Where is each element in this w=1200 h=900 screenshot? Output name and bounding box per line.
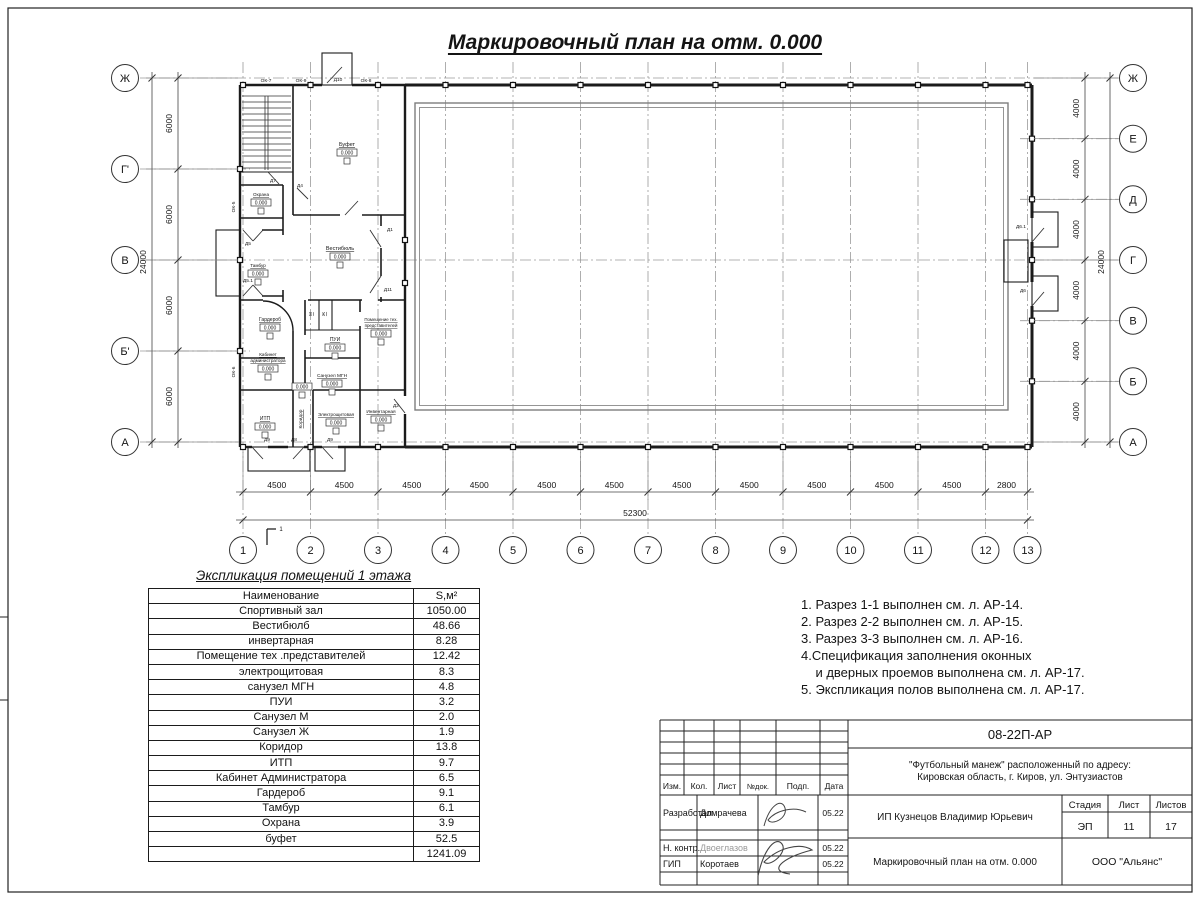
note-line: и дверных проемов выполнена см. л. АР-17. (801, 664, 1085, 680)
column-mark (241, 445, 246, 450)
table-cell: Санузел Ж (149, 725, 414, 740)
table-cell: 2.0 (414, 710, 480, 725)
door-tag: Д5 (245, 242, 251, 247)
plan-title: Маркировочный план на отм. 0.000 (447, 31, 823, 54)
note-line: 2. Разрез 2-2 выполнен см. л. АР-15. (801, 613, 1024, 629)
column-mark (916, 83, 921, 88)
table-cell: буфет (149, 832, 414, 847)
section-mark-label: 1 (279, 527, 283, 533)
dim-label: 24000 (138, 250, 148, 274)
tb-drawing-title: Маркировочный план на отм. 0.000 (873, 857, 1037, 868)
column-mark (1030, 258, 1035, 263)
grid-bubble-label: А (1129, 437, 1137, 449)
table-cell: 3.9 (414, 816, 480, 831)
table-cell: 48.66 (414, 619, 480, 634)
table-header-row (149, 589, 480, 604)
table-cell: электрощитовая (149, 664, 414, 679)
column-mark (1030, 379, 1035, 384)
dim-label: 4500 (267, 480, 287, 490)
room-label: Помещение тех. (364, 317, 398, 322)
column-mark (848, 445, 853, 450)
room-label: Охрана (252, 192, 270, 197)
table-cell: Коридор (149, 740, 414, 755)
elevation-label: 0.000 (333, 254, 347, 261)
note-line: 4.Спецификация заполнения оконных (801, 647, 1032, 663)
table-cell: Охрана (149, 816, 414, 831)
tb-stage-value: ЭП (1077, 821, 1093, 833)
dim-label: 4500 (672, 480, 692, 490)
table-cell: Вестибюлб (149, 619, 414, 634)
table-row (149, 695, 480, 710)
door-tag: Д4 (297, 184, 303, 189)
note-line: 1. Разрез 1-1 выполнен см. л. АР-14. (801, 597, 1024, 612)
room-schedule-title: Экспликация помещений 1 этажа (196, 568, 412, 583)
floor-type-mark (255, 279, 261, 285)
grid-bubble-label: Г' (120, 164, 130, 176)
grid-bubble-label: Г (1130, 255, 1136, 267)
tb-date: 05.22 (822, 808, 844, 818)
table-cell: Тамбур (149, 801, 414, 816)
door-tag: Д10 (333, 78, 343, 83)
tb-stage-label: Стадия (1068, 800, 1102, 811)
table-cell: 6.1 (414, 801, 480, 816)
grid-bubble-label: Ж (1127, 73, 1139, 85)
grid-bubble-label: Б (1129, 376, 1137, 389)
door-tag: ОК-8 (360, 79, 372, 84)
elevation-label: 0.000 (254, 200, 268, 207)
door-tag: Д6.1 (1016, 225, 1026, 230)
column-mark (403, 281, 408, 286)
table-cell: 3.2 (414, 695, 480, 710)
column-mark (781, 83, 786, 88)
dim-label: 4500 (874, 480, 894, 490)
table-cell: 8.28 (414, 634, 480, 649)
elevation-label: 0.000 (251, 271, 265, 278)
grid-bubble-label: Е (1129, 133, 1137, 146)
elevation-label: 0.000 (328, 345, 342, 352)
tb-col-kol: Кол. (690, 781, 708, 791)
tb-date: 05.22 (822, 843, 844, 853)
tb-project-line2: Кировская область, г. Киров, ул. Энтузиастов (917, 772, 1123, 783)
dim-label: 4500 (334, 480, 354, 490)
column-mark (983, 445, 988, 450)
dim-label: 4500 (942, 480, 962, 490)
door-tag: ОК-9 (295, 79, 307, 84)
tb-col-list: Лист (717, 781, 737, 791)
dim-label: 2800 (997, 480, 1016, 490)
tb-role: Разработал (663, 808, 712, 818)
room-label: ПУИ (329, 337, 341, 343)
table-cell: 6.5 (414, 771, 480, 786)
door-leaf (322, 447, 333, 459)
room-label: Тамбур (250, 263, 266, 268)
table-cell: Спортивный зал (149, 604, 414, 619)
column-mark (1025, 445, 1030, 450)
grid-bubble-label: 11 (912, 545, 924, 557)
door-leaf (252, 447, 263, 459)
floor-type-mark (378, 339, 384, 345)
column-mark (238, 258, 243, 263)
column-mark (238, 167, 243, 172)
porch-outline (1032, 212, 1058, 247)
column-mark (511, 83, 516, 88)
room-label: М (308, 312, 313, 316)
table-row (149, 664, 480, 679)
table-row (149, 710, 480, 725)
table-cell: 1.9 (414, 725, 480, 740)
table-row (149, 771, 480, 786)
note-line: 3. Разрез 3-3 выполнен см. л. АР-16. (801, 630, 1024, 646)
table-row (149, 619, 480, 634)
grid-bubble-label: Д (1129, 194, 1137, 207)
column-mark (376, 83, 381, 88)
door-tag: Д7 (270, 179, 276, 184)
table-row (149, 786, 480, 801)
table-cell: ПУИ (149, 695, 414, 710)
dim-label: 4500 (537, 480, 557, 490)
grid-bubble-label: А (121, 437, 129, 449)
tb-doc-code: 08-22П-АР (987, 727, 1053, 742)
field-outline-inner (420, 108, 1004, 406)
grid-bubble-label: 10 (844, 545, 857, 557)
door-leaf (253, 230, 263, 241)
dim-label: 52300 (623, 508, 647, 518)
dim-label: 4500 (604, 480, 624, 490)
door-leaf (253, 285, 263, 296)
tb-sheet-value: 11 (1123, 821, 1135, 833)
room-label: представителей (364, 323, 398, 328)
table-cell: санузел МГН (149, 680, 414, 695)
elevation-label: 0.000 (374, 331, 388, 338)
column-mark (443, 445, 448, 450)
dim-label: 6000 (164, 205, 174, 224)
door-leaf (1032, 292, 1044, 306)
door-leaf (297, 188, 308, 199)
table-cell: инвертарная (149, 634, 414, 649)
notes-list (801, 597, 1085, 698)
column-mark (443, 83, 448, 88)
tb-name: Двоеглазов (700, 843, 748, 853)
floor-type-mark (267, 333, 273, 339)
signature (764, 803, 806, 826)
door-tag: Д5.1 (243, 279, 253, 284)
grid-bubble-label: 8 (712, 545, 719, 557)
elevation-label: 0.000 (340, 150, 354, 157)
column-mark (646, 83, 651, 88)
column-mark (241, 83, 246, 88)
floor-type-mark (337, 262, 343, 268)
door-leaf (243, 285, 253, 296)
table-cell: 13.8 (414, 740, 480, 755)
grid-bubble-label: 2 (307, 545, 314, 557)
table-cell: Помещение тех .представителей (149, 649, 414, 664)
column-mark (713, 445, 718, 450)
table-cell: Санузел М (149, 710, 414, 725)
table-cell: ИТП (149, 756, 414, 771)
room-schedule (148, 568, 479, 862)
table-row (149, 816, 480, 831)
dim-label: 4500 (807, 480, 827, 490)
tb-company: ООО "Альянс" (1091, 856, 1163, 868)
door-leaf (1032, 228, 1044, 242)
table-cell: 52.5 (414, 832, 480, 847)
table-cell: 12.42 (414, 649, 480, 664)
elevation-label: 0.000 (325, 381, 339, 388)
tb-sheet-label: Лист (1118, 800, 1140, 811)
grid-bubble-label: 4 (442, 545, 449, 557)
floor-type-mark (258, 208, 264, 214)
col-area-header: S,м² (414, 589, 480, 604)
room-label: Кабинет (259, 352, 277, 357)
column-mark (376, 445, 381, 450)
dim-label: 4000 (1071, 98, 1081, 118)
dim-label: 4000 (1071, 159, 1081, 179)
room-label: Электрощитовая (317, 412, 355, 417)
elevation-label: 0.000 (329, 420, 343, 427)
tb-name: Коротаев (700, 859, 739, 869)
dim-label: 24000 (1096, 250, 1106, 274)
door-leaf (370, 230, 381, 247)
table-row (149, 725, 480, 740)
table-row (149, 680, 480, 695)
dim-label: 4500 (739, 480, 759, 490)
porch-outline (315, 447, 345, 471)
door-tag: Д1 (387, 228, 393, 233)
floor-type-mark (378, 425, 384, 431)
table-row (149, 740, 480, 755)
elevation-label: 0.000 (295, 384, 309, 391)
room-label: Инвентарная (366, 410, 396, 415)
dim-label: 4000 (1071, 341, 1081, 361)
table-row (149, 634, 480, 649)
room-label: Коридор (299, 409, 304, 429)
door-tag: Д6 (1020, 289, 1026, 294)
table-row (149, 801, 480, 816)
floor-type-mark (299, 392, 305, 398)
table-row (149, 649, 480, 664)
table-row (149, 756, 480, 771)
column-mark (713, 83, 718, 88)
floor-type-mark (344, 158, 350, 164)
room-schedule-table (148, 588, 480, 862)
table-cell: 9.1 (414, 786, 480, 801)
column-mark (578, 83, 583, 88)
tb-col-izm: Изм. (662, 781, 682, 791)
door-leaf (243, 230, 253, 241)
column-mark (1030, 318, 1035, 323)
door-tag: Д11 (383, 288, 393, 293)
tb-col-data: Дата (824, 781, 844, 791)
column-mark (308, 83, 313, 88)
table-cell: Кабинет Администратора (149, 771, 414, 786)
elevation-label: 0.000 (374, 417, 388, 424)
grid-bubble-label: В (121, 255, 129, 267)
grid-bubble-label: 1 (239, 545, 247, 557)
tb-role: Н. контр. (663, 843, 701, 853)
door-tag: Д9 (327, 438, 333, 443)
table-cell: 9.7 (414, 756, 480, 771)
column-mark (578, 445, 583, 450)
grid-bubble-label: 5 (509, 545, 517, 557)
elevation-label: 0.000 (263, 325, 277, 332)
porch-outline (216, 230, 240, 296)
door-tag: ОК-7 (260, 79, 272, 84)
tb-name: Домрачева (700, 808, 747, 818)
room-label: Ж (321, 311, 326, 317)
dim-label: 6000 (164, 296, 174, 315)
table-cell: 1050.00 (414, 604, 480, 619)
column-mark (403, 238, 408, 243)
table-cell: 8.3 (414, 664, 480, 679)
door-tag: Д9 (264, 438, 270, 443)
table-row (149, 832, 480, 847)
room-label: Гардероб (259, 317, 281, 323)
dim-label: 6000 (164, 114, 174, 133)
tb-col-podp: Подп. (786, 781, 810, 791)
floor-type-mark (329, 389, 335, 395)
porch-outline (1032, 276, 1058, 311)
dim-label: 4000 (1071, 280, 1081, 300)
column-mark (308, 445, 313, 450)
tb-col-doc: №док. (747, 782, 769, 791)
room-label: Санузел МГН (316, 374, 348, 379)
grid-bubble-label: Б' (120, 346, 130, 358)
tb-date: 05.22 (822, 859, 844, 869)
column-mark (916, 445, 921, 450)
door-tag: Д2 (393, 404, 399, 409)
elevation-label: 0.000 (258, 424, 272, 431)
dim-label: 4500 (402, 480, 422, 490)
column-mark (983, 83, 988, 88)
door-leaf (345, 201, 358, 215)
column-mark (646, 445, 651, 450)
column-mark (1030, 136, 1035, 141)
dim-label: 4500 (469, 480, 489, 490)
floor-type-mark (333, 428, 339, 434)
elevation-label: 0.000 (261, 366, 275, 373)
door-tag: Д8 (291, 438, 297, 443)
column-mark (238, 349, 243, 354)
grid-bubble-label: 3 (374, 545, 382, 557)
column-mark (511, 445, 516, 450)
table-cell: 4.8 (414, 680, 480, 695)
door-leaf (370, 276, 381, 293)
door-leaf (293, 447, 304, 459)
tb-client: ИП Кузнецов Владимир Юрьевич (877, 812, 1033, 823)
grid-bubble-label: 7 (644, 545, 652, 557)
door-tag: ОК-5 (232, 201, 237, 213)
column-mark (848, 83, 853, 88)
grid-bubble-label: В (1129, 315, 1137, 328)
column-mark (1030, 197, 1035, 202)
field-outline (415, 103, 1008, 410)
table-cell: Гардероб (149, 786, 414, 801)
column-mark (1025, 83, 1030, 88)
floor-type-mark (332, 353, 338, 359)
room-label: Вестибюль (325, 246, 355, 252)
dim-label: 6000 (164, 387, 174, 406)
floor-type-mark (265, 374, 271, 380)
tb-sheets-value: 17 (1165, 821, 1177, 833)
col-name-header: Наименование (149, 589, 414, 604)
room-label: Буфет (338, 142, 356, 148)
table-row (149, 604, 480, 619)
note-line: 5. Экспликация полов выполнена см. л. АР-17. (801, 681, 1085, 697)
tb-sheets-label: Листов (1155, 800, 1187, 811)
grid-bubble-label: 9 (779, 545, 787, 557)
column-mark (781, 445, 786, 450)
signature (758, 842, 812, 876)
table-total-row (149, 847, 480, 862)
grid-bubble-label: 13 (1021, 545, 1034, 557)
table-total-value: 1241.09 (414, 847, 480, 862)
dim-label: 4000 (1071, 402, 1081, 422)
grid-bubble-label: 6 (577, 545, 584, 557)
room-label: администратора (250, 358, 286, 363)
dim-label: 4000 (1071, 220, 1081, 240)
table-cell (149, 847, 414, 862)
tb-role: ГИП (663, 859, 681, 869)
grid-bubble-label: Ж (119, 73, 131, 85)
grid-bubble-label: 12 (979, 545, 992, 557)
tb-project-line1: "Футбольный манеж" расположенный по адресу: (909, 760, 1131, 771)
door-tag: ОК-6 (232, 366, 237, 378)
room-label: ИТП (259, 416, 271, 422)
